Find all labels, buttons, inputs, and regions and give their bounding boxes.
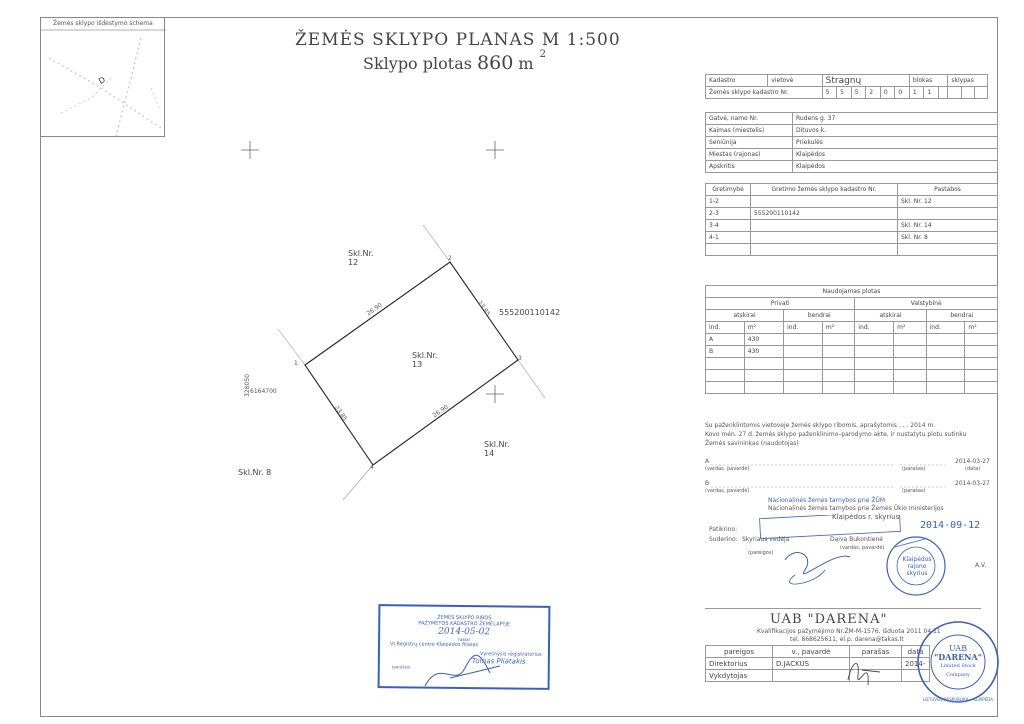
plan-title: ŽEMĖS SKLYPO PLANAS M 1:500 (295, 30, 621, 50)
owner-b-name-caption: (vardas, pavardė) (705, 488, 750, 494)
company-seal-text: UAB "DARENA" Limited Stock Company (934, 644, 982, 678)
agreed-label: Suderino: (709, 536, 738, 543)
area-sup: 2 (539, 49, 546, 60)
area-value: 860 (477, 52, 514, 74)
owner-b-sign-caption: (parašas) (902, 488, 926, 494)
parcel-label: Skl.Nr. 13 (412, 351, 438, 369)
owner-a-date: 2014-03-27 (955, 458, 990, 465)
coord-y: 328050 (243, 374, 251, 397)
owner-a-sign-caption: (parašas) (902, 466, 926, 472)
director-signature (840, 650, 890, 690)
agreement-text: Su paženklintomis vietoveje žemės sklypo ribomis, aprašytomis . . . 2014 m. Kovo mėn. 27 d. žemės sklypo paženklinimo–parodymo akte, ir nustatytu plotu sutinku Žemės savininkas (naudotojas) (705, 422, 967, 447)
cadastre-number-row: Žemės sklypo kadastro Nr. 5 5 5 2 0 0 1 1 (706, 87, 988, 99)
inset-title: Žemės sklypo išdėstymo schema (53, 20, 153, 27)
table-row: B 430 (706, 346, 998, 358)
coord-x: 6164700 (250, 388, 277, 395)
owner-a-date-caption: (data) (965, 466, 981, 472)
area-unit: m (518, 54, 534, 73)
checked-label: Patikrino: (709, 526, 738, 533)
neighbors-table: Gretimybė Gretimo žemės sklypo kadastro Nr. Pastabos 1-2 Skl. Nr. 12 2-3 555200110142 3-4 Skl. Nr. 14 4-1 Skl. Nr. 8 (705, 183, 998, 256)
registry-date: 2014-05-02 (438, 626, 491, 638)
table-row: Vykdytojas (706, 670, 930, 682)
cadastre-table: Kadastro vietovė Stragnų blokas sklypas Žemės sklypo kadastro Nr. 5 5 5 2 0 0 1 1 (705, 74, 988, 99)
owner-b-date: 2014-03-27 (955, 480, 990, 487)
inset-marker: D (97, 75, 108, 86)
table-row: A 430 (706, 334, 998, 346)
neighbor-8-label: Skl.Nr. 8 (238, 468, 272, 477)
vertex-1: 1 (294, 360, 298, 367)
registry-sign-caption: (parašas) (391, 664, 411, 670)
table-row: 1-2 Skl. Nr. 12 (706, 196, 998, 208)
approver-name-caption: (vardas, pavardė) (840, 545, 885, 551)
address-table: Gatvė, namo Nr. Rudens g. 37 Kaimas (miestelis) Dituvos k. Seniūnija Priekulės Miestas (rajonas) Klaipėdos Apskritis Klaipėdos (705, 112, 998, 173)
side-length-1-2: 26.90 (365, 301, 384, 318)
neighbor-cadastre-label: 555200110142 (499, 308, 561, 317)
registry-date-caption: (data) (457, 636, 471, 643)
table-row (706, 244, 998, 256)
company-seal-ring-text: LIETUVOS RESPUBLIKA • KLAIPĖDA (922, 697, 993, 702)
registry-name: Tomas Pliatakis (471, 657, 526, 666)
registry-branch: VĮ Registrų centro Klaipėdos filialas (389, 641, 479, 649)
table-row: 3-4 Skl. Nr. 14 (706, 220, 998, 232)
company-name: UAB "DARENA" (770, 612, 888, 627)
table-row: 4-1 Skl. Nr. 8 (706, 232, 998, 244)
district-seal-text: Klaipėdos rajono skyrius (902, 556, 932, 577)
approver-role: Skyriaus vedėja (742, 536, 790, 543)
agency-line-2: Nacionalinės žemės tarnybos prie Žemės Ūkio ministerijos (768, 505, 944, 512)
grid-crosses (241, 141, 504, 403)
table-row (706, 358, 998, 370)
area-prefix: Sklypo plotas (363, 54, 472, 73)
agency-line-1: Nacionalinės žemės tarnybos prie ŽŪM (768, 497, 886, 504)
owner-b-label: B (705, 480, 710, 487)
registry-line-2: PAŽYMĖTOS KADASTRO ŽEMĖLAPYJE (418, 620, 511, 628)
vertex-2: 2 (448, 255, 452, 262)
registry-role: Vyresnysis registratorius (479, 651, 542, 658)
vertex-4: 4 (370, 464, 374, 471)
owner-a-label: A (705, 458, 710, 465)
company-line-2: tel. 868625611, el.p. darena@takas.lt (790, 636, 904, 643)
company-divider (705, 608, 981, 609)
approver-name: Daiva Bukontienė (830, 536, 883, 543)
approver-role-caption: (pareigos) (748, 550, 774, 556)
registry-line-1: ŽEMĖS SKLYPO RIBOS (437, 614, 492, 622)
table-row: Direktorius D.JACKUS 2014- (706, 658, 930, 670)
side-length-3-4: 26.90 (431, 403, 450, 420)
locality-value: Stragnų (822, 75, 909, 87)
side-length-2-3: 23.85 (475, 299, 492, 318)
neighbor-12-label: Skl.Nr. 12 (348, 249, 374, 267)
side-length-4-1: 23.85 (332, 404, 349, 423)
usage-table: Naudojamas plotas Privati Valstybinė atskirai bendrai atskirai bendrai ind. m² ind. m² ind. m² ind. m² A 430 B 430 (705, 285, 998, 394)
table-row: 2-3 555200110142 (706, 208, 998, 220)
table-row (706, 370, 998, 382)
av-label: A.V. (975, 562, 987, 569)
vertex-3: 3 (518, 355, 522, 362)
company-line-1: Kvalifikacijos pažymėjimo Nr.ŽM-M-1576, išduota 2011 04 11 (757, 628, 941, 635)
approval-date: 2014-09-12 (920, 520, 981, 531)
agency-line-3: Klaipėdos r. skyrius (832, 513, 900, 521)
company-table: pareigos v., pavardė parašas data Direktorius D.JACKUS 2014- Vykdytojas (705, 645, 930, 682)
neighbor-14-label: Skl.Nr. 14 (484, 440, 510, 458)
registry-signature (420, 648, 510, 693)
owner-a-name-caption: (vardas, pavardė) (705, 466, 750, 472)
table-row (706, 382, 998, 394)
